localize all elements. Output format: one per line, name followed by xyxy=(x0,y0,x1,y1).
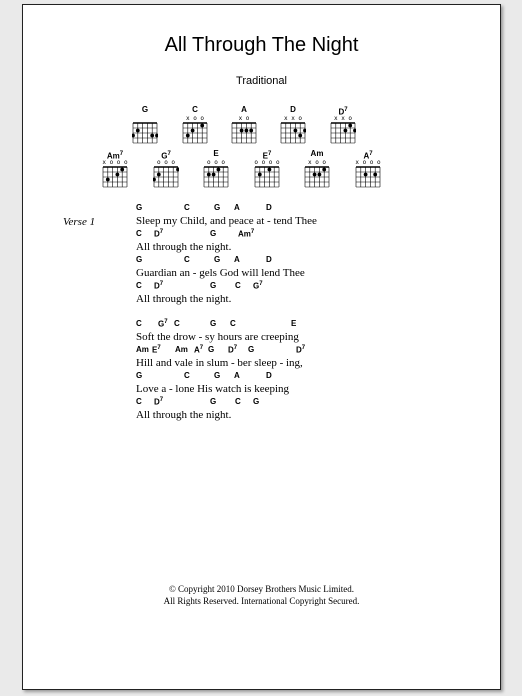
finger-dot xyxy=(217,168,221,172)
lyric-text: All through the night. xyxy=(136,409,232,421)
chord-symbols xyxy=(136,229,456,241)
lyric-line xyxy=(136,319,456,345)
finger-dot xyxy=(155,134,158,138)
chord-symbol: G xyxy=(136,371,143,380)
fretboard-grid xyxy=(280,122,306,144)
finger-dot xyxy=(318,173,322,177)
chord-symbol: C xyxy=(184,255,190,264)
lyric-line xyxy=(136,397,456,423)
lyric-text: Hill and vale in slum - ber sleep - ing, xyxy=(136,357,303,369)
chord-symbol: $D^7$ xyxy=(154,281,164,291)
finger-dot xyxy=(116,173,120,177)
chord-name: $A^7$ xyxy=(363,151,373,161)
lyric-line xyxy=(136,255,456,281)
chord-symbol: D xyxy=(266,371,272,380)
chord-name: D xyxy=(290,105,296,114)
finger-dot xyxy=(153,178,156,182)
finger-dot xyxy=(322,168,326,172)
song-title: All Through The Night xyxy=(164,34,359,56)
chord-diagram-row2-1 xyxy=(149,149,183,188)
lyric-text: Sleep my Child, and peace at - tend Thee xyxy=(136,215,317,227)
chord-symbol: G xyxy=(214,371,221,380)
finger-dot xyxy=(373,173,377,177)
chord-symbol: G xyxy=(253,397,260,406)
chord-symbol: $D^7$ xyxy=(154,229,164,239)
fretboard-grid xyxy=(330,122,356,144)
chord-symbol: C xyxy=(230,319,236,328)
chord-symbol: C xyxy=(174,319,180,328)
chord-symbol: G xyxy=(214,203,221,212)
fretboard-grid xyxy=(231,122,257,144)
finger-dot xyxy=(344,129,348,133)
open-muted-strings xyxy=(128,115,162,122)
chord-symbol: G xyxy=(248,345,255,354)
chord-symbol: C xyxy=(136,229,142,238)
chord-diagram-row2-5 xyxy=(351,149,385,188)
chord-diagram-row1-0 xyxy=(128,105,162,144)
finger-dot xyxy=(150,134,154,138)
lyric-line xyxy=(136,281,456,307)
chord-symbol: $E^7$ xyxy=(152,345,161,355)
open-muted-strings: o o o xyxy=(156,159,176,166)
chord-symbol: A xyxy=(234,371,240,380)
open-muted-strings: x o o o xyxy=(102,159,128,166)
chord-symbols xyxy=(136,203,456,215)
chord-diagram-row1-4 xyxy=(326,105,360,144)
open-muted-strings: x x o xyxy=(283,115,303,122)
finger-dot xyxy=(157,173,161,177)
chord-symbol: E xyxy=(291,319,297,328)
chord-diagram-row2-0 xyxy=(98,149,132,188)
finger-dot xyxy=(200,124,204,128)
chord-diagram-row1-2 xyxy=(227,105,261,144)
open-muted-strings: x o o xyxy=(307,159,327,166)
fretboard-grid xyxy=(355,166,381,188)
chord-symbol: D xyxy=(266,255,272,264)
finger-dot xyxy=(136,129,140,133)
finger-dot xyxy=(249,129,253,133)
finger-dot xyxy=(212,173,216,177)
finger-dot xyxy=(240,129,244,133)
chord-name: G xyxy=(141,105,149,114)
chord-diagram-row1-1 xyxy=(178,105,212,144)
chord-diagram-row2-3 xyxy=(250,149,284,188)
lyric-line xyxy=(136,371,456,397)
finger-dot xyxy=(364,173,368,177)
chord-symbols xyxy=(136,281,456,293)
finger-dot xyxy=(186,134,190,138)
chord-symbols xyxy=(136,397,456,409)
composer: Traditional xyxy=(236,75,287,87)
chord-name: C xyxy=(192,105,198,114)
chord-symbol: D xyxy=(266,203,272,212)
finger-dot xyxy=(294,129,298,133)
chord-name: $E^7$ xyxy=(262,151,272,161)
lyric-line xyxy=(136,345,456,371)
chord-symbol: $G^7$ xyxy=(253,281,263,291)
chord-symbol: G xyxy=(210,281,217,290)
chord-diagram-row2-2 xyxy=(199,149,233,188)
chord-symbol: $D^7$ xyxy=(154,397,164,407)
copyright-line-2: All Rights Reserved. International Copyright Secured. xyxy=(163,596,360,606)
open-muted-strings: x o o o xyxy=(355,159,381,166)
open-muted-strings: o o o o xyxy=(254,159,280,166)
lyric-text: All through the night. xyxy=(136,241,232,253)
lyric-text: Soft the drow - sy hours are creeping xyxy=(136,331,299,343)
chord-symbols xyxy=(136,345,456,357)
fretboard-grid xyxy=(203,166,229,188)
open-muted-strings: x x o xyxy=(333,115,353,122)
chord-name: Am xyxy=(310,149,324,158)
chord-symbols xyxy=(136,319,456,331)
chord-symbol: Am$^7$ xyxy=(238,229,255,239)
chord-symbol: G xyxy=(210,319,217,328)
finger-dot xyxy=(268,168,272,172)
finger-dot xyxy=(207,173,211,177)
fretboard-grid xyxy=(254,166,280,188)
chord-symbol: C xyxy=(184,371,190,380)
chord-symbol: C xyxy=(235,281,241,290)
chord-symbol: $D^7$ xyxy=(228,345,238,355)
finger-dot xyxy=(258,173,262,177)
chord-diagram-row-1 xyxy=(23,105,500,145)
sheet-music-page xyxy=(22,4,501,690)
section-label: Verse 1 xyxy=(63,216,96,228)
lyric-text: Guardian an - gels God will lend Thee xyxy=(136,267,305,279)
finger-dot xyxy=(298,134,302,138)
chord-symbol: G xyxy=(210,229,217,238)
open-muted-strings: o o o xyxy=(206,159,226,166)
chord-symbol: Am xyxy=(175,345,188,354)
chord-name: $D^7$ xyxy=(338,107,348,117)
lyrics-block xyxy=(136,203,456,423)
open-muted-strings: x o o xyxy=(185,115,205,122)
chord-symbol: $D^7$ xyxy=(296,345,306,355)
chord-symbol: Am xyxy=(136,345,149,354)
chord-name: A xyxy=(241,105,247,114)
chord-symbol: C xyxy=(235,397,241,406)
lyric-text: All through the night. xyxy=(136,293,232,305)
fretboard-grid xyxy=(182,122,208,144)
chord-name: E xyxy=(213,149,219,158)
chord-symbol: G xyxy=(214,255,221,264)
fretboard-grid xyxy=(102,166,128,188)
chord-name: Am$^7$ xyxy=(106,151,124,161)
finger-dot xyxy=(245,129,249,133)
finger-dot xyxy=(303,129,306,133)
chord-symbol: A xyxy=(234,203,240,212)
chord-symbols xyxy=(136,371,456,383)
lyric-text: Love a - lone His watch is keeping xyxy=(136,383,290,395)
chord-symbol: G xyxy=(208,345,215,354)
finger-dot xyxy=(132,134,135,138)
stanza-gap xyxy=(136,307,456,319)
chord-symbol: C xyxy=(136,281,142,290)
finger-dot xyxy=(191,129,195,133)
fretboard-grid xyxy=(304,166,330,188)
chord-name: $G^7$ xyxy=(161,151,171,161)
chord-symbol: C xyxy=(184,203,190,212)
fretboard-grid xyxy=(153,166,179,188)
finger-dot xyxy=(120,168,124,172)
chord-symbol: C xyxy=(136,319,142,328)
chord-symbol: G xyxy=(136,255,143,264)
chord-symbol: G xyxy=(136,203,143,212)
finger-dot xyxy=(348,124,352,128)
chord-symbols xyxy=(136,255,456,267)
copyright-line-1: © Copyright 2010 Dorsey Brothers Music Limited. xyxy=(168,584,355,594)
chord-symbol: $G^7$ xyxy=(158,319,168,329)
fretboard-grid xyxy=(132,122,158,144)
chord-symbol: C xyxy=(136,397,142,406)
chord-diagram-row2-4 xyxy=(300,149,334,188)
chord-symbol: A xyxy=(234,255,240,264)
open-muted-strings: x o xyxy=(238,115,250,122)
finger-dot xyxy=(313,173,317,177)
chord-symbol: G xyxy=(210,397,217,406)
finger-dot xyxy=(353,129,356,133)
lyric-line xyxy=(136,203,456,229)
finger-dot xyxy=(106,178,110,182)
lyric-line xyxy=(136,229,456,255)
chord-diagram-row-2 xyxy=(23,149,500,189)
copyright xyxy=(23,583,500,607)
finger-dot xyxy=(176,168,179,172)
chord-symbol: $A^7$ xyxy=(194,345,204,355)
chord-diagram-row1-3 xyxy=(276,105,310,144)
